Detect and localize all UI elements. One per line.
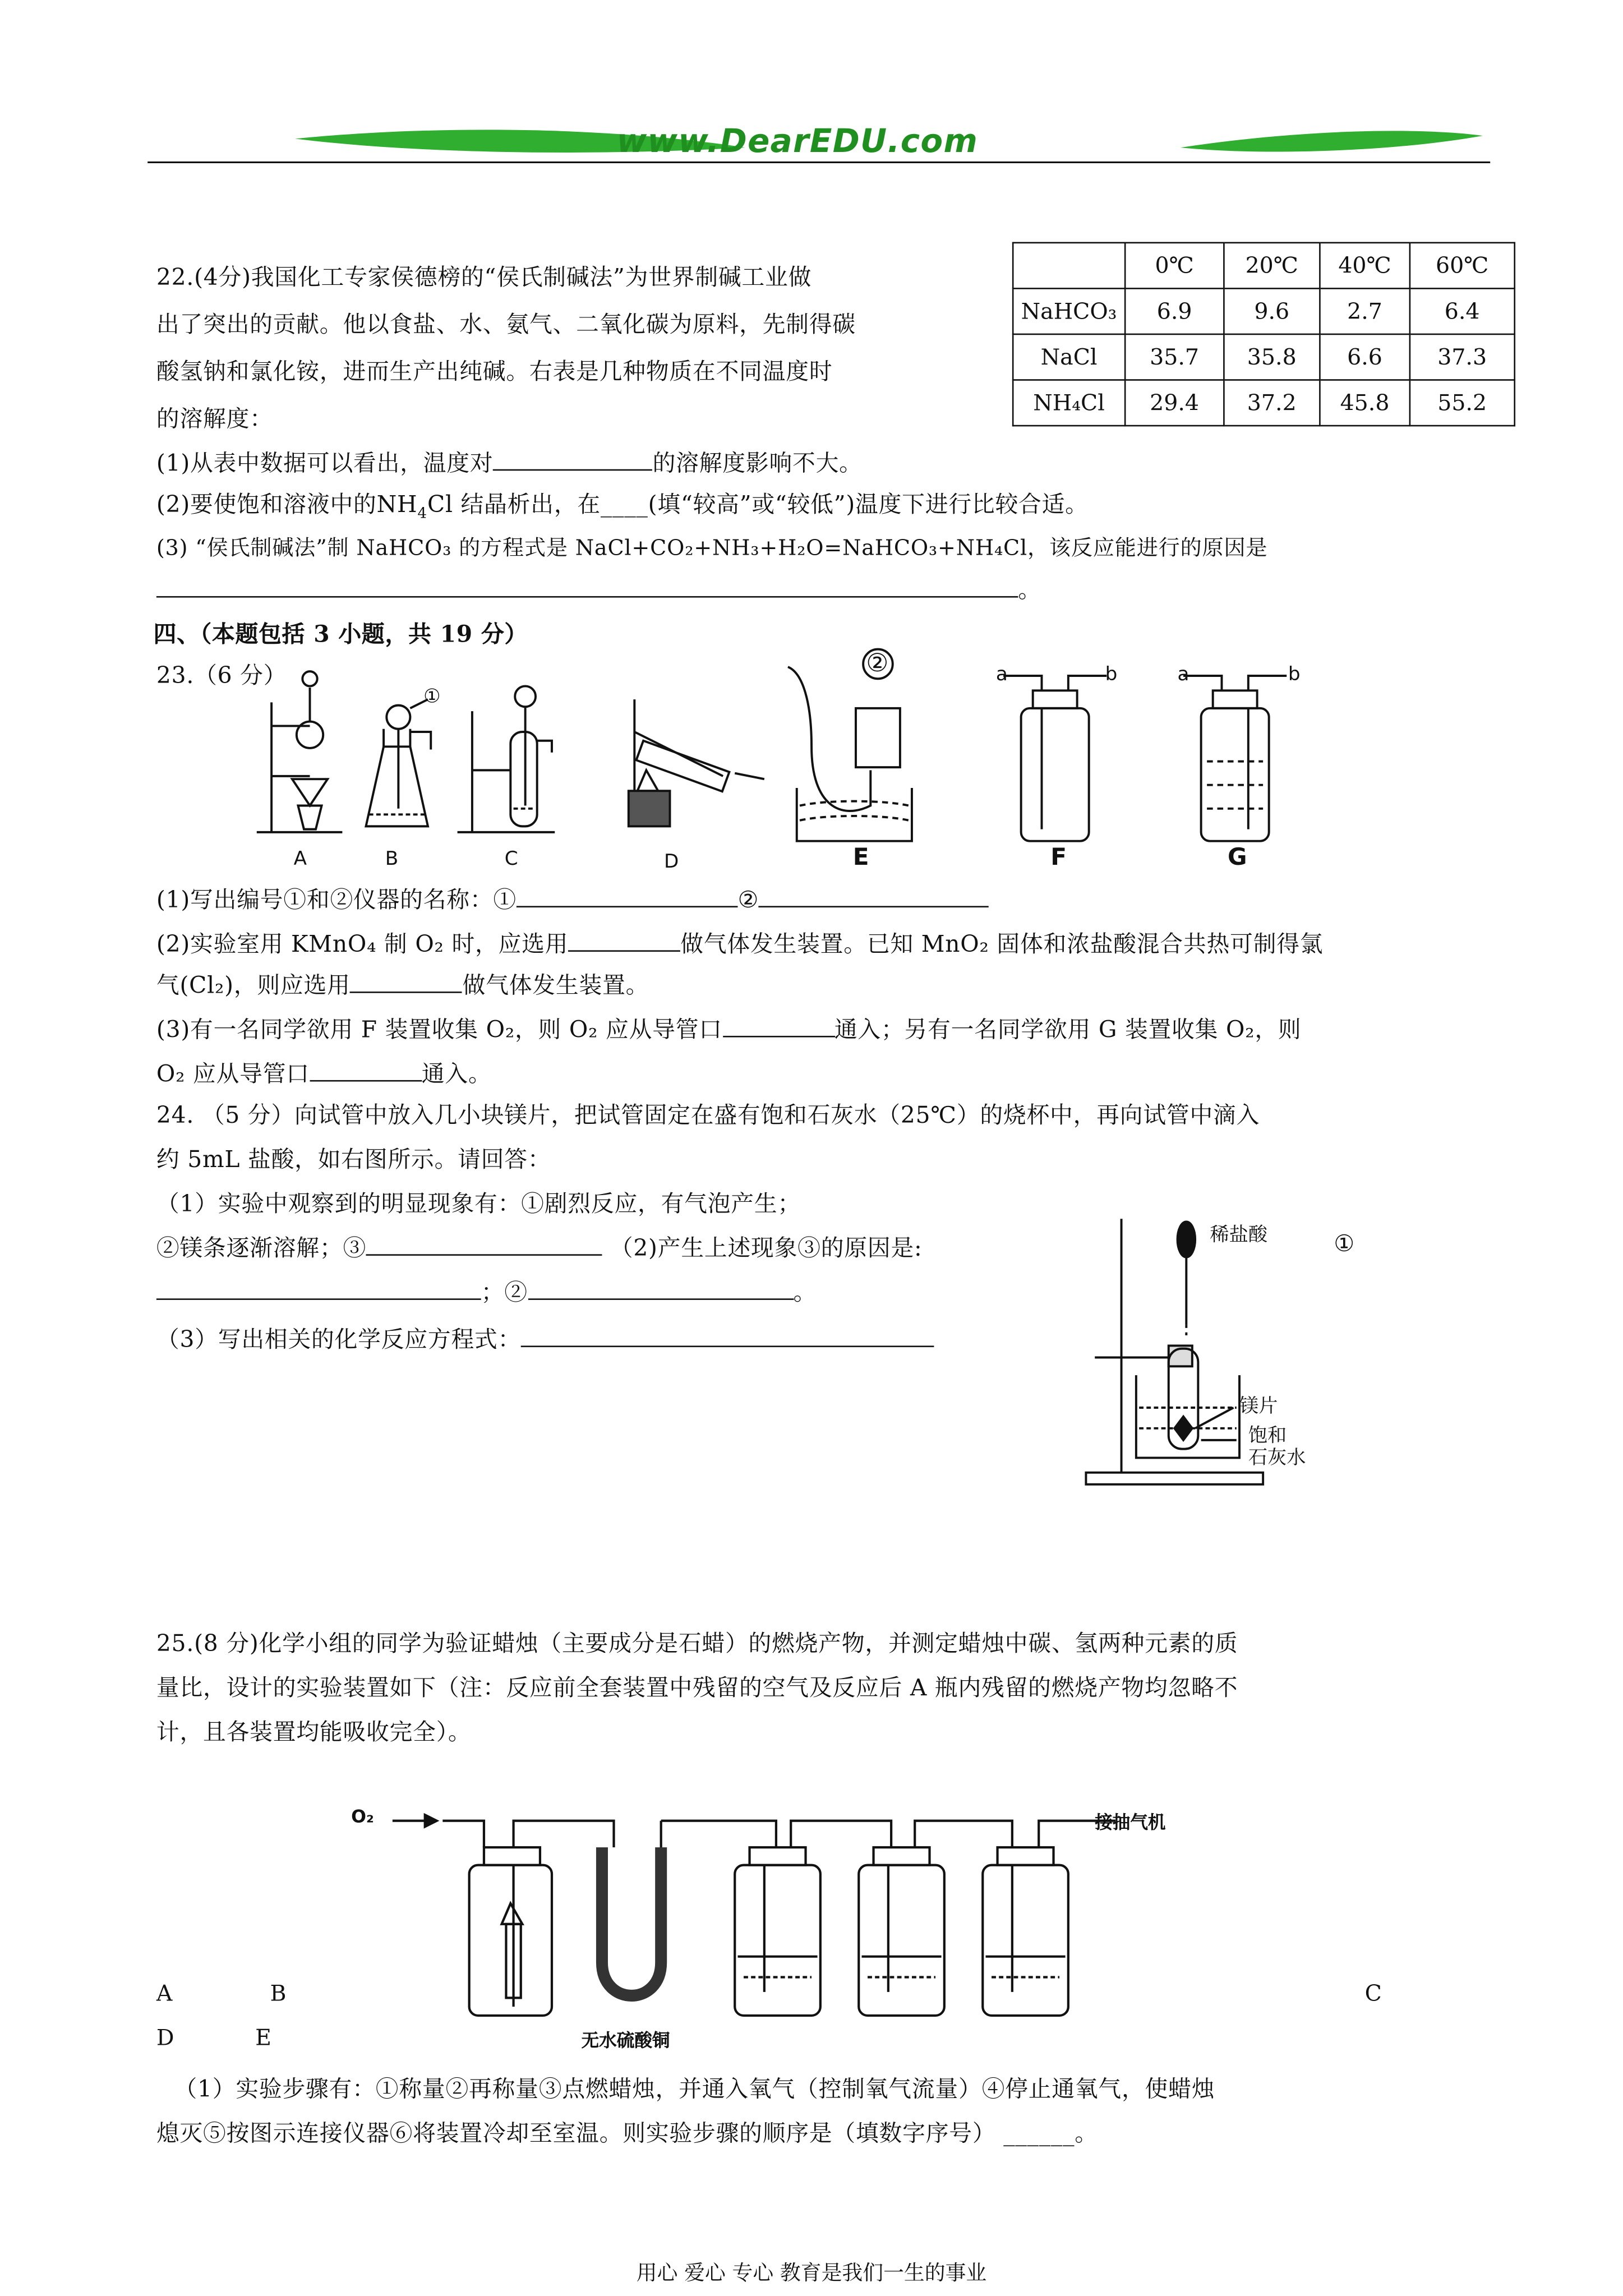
q23-part-3-line-1: (3)有一名同学欲用 F 装置收集 O₂，则 O₂ 应从导管口 通入；另有一名同学欲用 G 装置收集 O₂，则 <box>156 1012 1302 1045</box>
table-header-60c: 60℃ <box>1410 243 1515 289</box>
table-cell: 37.2 <box>1224 380 1320 426</box>
q25-pump-label: 接抽气机 <box>1095 1811 1166 1833</box>
apparatus-c-label: C <box>504 848 518 871</box>
q24-line-2: 约 5mL 盐酸，如右图所示。请回答： <box>156 1146 551 1173</box>
q23-title: 23.（6 分） <box>156 662 287 689</box>
apparatus-e-label: E <box>852 842 869 871</box>
table-header-empty <box>1013 243 1125 289</box>
table-header-0c: 0℃ <box>1125 243 1224 289</box>
solubility-table <box>1012 242 1515 426</box>
table-cell: 55.2 <box>1410 380 1515 426</box>
q25-label-d: D <box>156 2024 174 2051</box>
site-logo-text: www.DearEDU.com <box>616 124 979 161</box>
q24-line-4: ②镁条逐渐溶解；③ （2)产生上述现象③的原因是: <box>156 1230 923 1263</box>
q24-line-5: ；② 。 <box>156 1275 817 1307</box>
q25-line-1: 25.(8 分)化学小组的同学为验证蜡烛（主要成分是石蜡）的燃烧产物，并测定蜡烛中碳、氢两种元素的质 <box>156 1630 1238 1657</box>
q22-part-3-answer: 。 <box>156 573 1041 605</box>
q24-line-6: （3）写出相关的化学反应方程式： <box>156 1322 934 1354</box>
q23-answer-kmno4-blank[interactable] <box>568 930 680 952</box>
q23-part-1: (1)写出编号①和②仪器的名称：① ② <box>156 882 989 915</box>
section-4-title: 四、（本题包括 3 小题，共 19 分） <box>153 620 528 648</box>
q23-f-port-b: b <box>1105 663 1118 686</box>
q22-line-1: 22.(4分)我国化工专家侯德榜的“侯氏制碱法”为世界制碱工业做 <box>156 264 812 291</box>
apparatus-f-label: F <box>1050 842 1067 871</box>
q22-line-4: 的溶解度： <box>156 405 273 432</box>
table-cell: 45.8 <box>1320 380 1409 426</box>
q25-step-line-1: （1）实验步骤有：①称量②再称量③点燃蜡烛，并通入氧气（控制氧气流量）④停止通氧气，使蜡烛 <box>174 2076 1215 2103</box>
q22-part-3: (3) “侯氏制碱法”制 NaHCO₃ 的方程式是 NaCl+CO₂+NH₃+H₂O=NaHCO₃+NH₄Cl，该反应能进行的原因是 <box>156 537 1268 561</box>
table-cell: 35.7 <box>1125 334 1224 380</box>
q22-part-2: (2)要使饱和溶液中的$NH_4Cl$ 结晶析出，在____(填“较高”或“较低”)温度下进行比较合适。 <box>156 491 1089 523</box>
q22-line-3: 酸氢钠和氯化铵，进而生产出纯碱。右表是几种物质在不同温度时 <box>156 358 833 385</box>
q25-step-line-2: 熄灭⑤按图示连接仪器⑥将装置冷却至室温。则实验步骤的顺序是（填数字序号） ______。 <box>156 2120 1098 2147</box>
q25-apparatus-figure <box>348 1800 1219 2022</box>
q23-part-2-line-2: 气(Cl₂)，则应选用 做气体发生装置。 <box>156 968 649 1001</box>
table-row-label: NH₄Cl <box>1013 380 1125 426</box>
q24-reason-1-blank[interactable] <box>156 1278 481 1299</box>
apparatus-a-label: A <box>293 848 307 871</box>
q23-f-port-a: a <box>995 663 1008 686</box>
q25-step-answer-blank[interactable]: ______。 <box>1003 2120 1098 2147</box>
q25-line-3: 计，且各装置均能吸收完全）。 <box>156 1719 472 1746</box>
table-cell: 35.8 <box>1224 334 1320 380</box>
page-footer: 用心 爱心 专心 教育是我们一生的事业 <box>636 2262 987 2286</box>
q25-label-b: B <box>270 1980 287 2007</box>
q24-line-4-mark: ① <box>1334 1230 1355 1257</box>
table-cell: 2.7 <box>1320 288 1409 334</box>
q24-mg-label: 镁片 <box>1239 1395 1278 1418</box>
q23-answer-1-blank[interactable] <box>517 886 738 907</box>
q24-line-3: （1）实验中观察到的明显现象有：①剧烈反应，有气泡产生； <box>156 1191 801 1218</box>
q24-lime-label: 饱和 石灰水 <box>1248 1425 1306 1470</box>
q22-line-2: 出了突出的贡献。他以食盐、水、氨气、二氧化碳为原料，先制得碳 <box>156 311 856 338</box>
q23-answer-f-port-blank[interactable] <box>722 1015 834 1037</box>
table-cell: 6.9 <box>1125 288 1224 334</box>
q24-reason-2-blank[interactable] <box>528 1278 794 1299</box>
table-cell: 6.6 <box>1320 334 1409 380</box>
table-row-label: NaHCO₃ <box>1013 288 1125 334</box>
q22-answer-3-blank[interactable] <box>156 575 1018 597</box>
apparatus-d-label: D <box>663 851 679 874</box>
table-header-20c: 20℃ <box>1224 243 1320 289</box>
q25-label-e: E <box>255 2024 271 2051</box>
q23-answer-2-blank[interactable] <box>759 886 989 907</box>
apparatus-g-label: G <box>1227 842 1247 871</box>
q24-answer-3-blank[interactable] <box>366 1234 602 1256</box>
q25-line-2: 量比，设计的实验装置如下（注：反应前全套装置中残留的空气及反应后 A 瓶内残留的燃烧产物均忽略不 <box>156 1675 1238 1702</box>
table-header-40c: 40℃ <box>1320 243 1409 289</box>
q24-line-1: 24. （5 分）向试管中放入几小块镁片，把试管固定在盛有饱和石灰水（25℃）的烧杯中，再向试管中滴入 <box>156 1102 1260 1129</box>
q24-equation-blank[interactable] <box>521 1325 934 1347</box>
table-row-label: NaCl <box>1013 334 1125 380</box>
table-cell: 6.4 <box>1410 288 1515 334</box>
q23-part-3-line-2: O₂ 应从导管口 通入。 <box>156 1057 492 1089</box>
table-cell: 29.4 <box>1125 380 1224 426</box>
table-cell: 9.6 <box>1224 288 1320 334</box>
q23-mark-1: ① <box>423 686 441 708</box>
q23-g-port-a: a <box>1177 663 1189 686</box>
q23-g-port-b: b <box>1288 663 1301 686</box>
q24-acid-label: 稀盐酸 <box>1210 1224 1268 1247</box>
q25-cuso4-label: 无水硫酸铜 <box>581 2030 670 2051</box>
q25-o2-label: O₂ <box>351 1806 374 1827</box>
q22-part-1: (1)从表中数据可以看出，温度对 的溶解度影响不大。 <box>156 446 863 478</box>
q23-mark-2: ② <box>866 649 889 679</box>
q22-answer-1-blank[interactable] <box>493 449 652 471</box>
q23-part-2-line-1: (2)实验室用 KMnO₄ 制 O₂ 时，应选用 做气体发生装置。已知 MnO₂ 固体和浓盐酸混合共热可制得氯 <box>156 926 1324 959</box>
q25-label-c: C <box>1364 1980 1382 2007</box>
table-cell: 37.3 <box>1410 334 1515 380</box>
apparatus-b-label: B <box>385 848 399 871</box>
q23-answer-g-port-blank[interactable] <box>310 1059 422 1081</box>
q25-label-a: A <box>156 1980 173 2007</box>
q23-answer-cl2-blank[interactable] <box>351 971 463 993</box>
